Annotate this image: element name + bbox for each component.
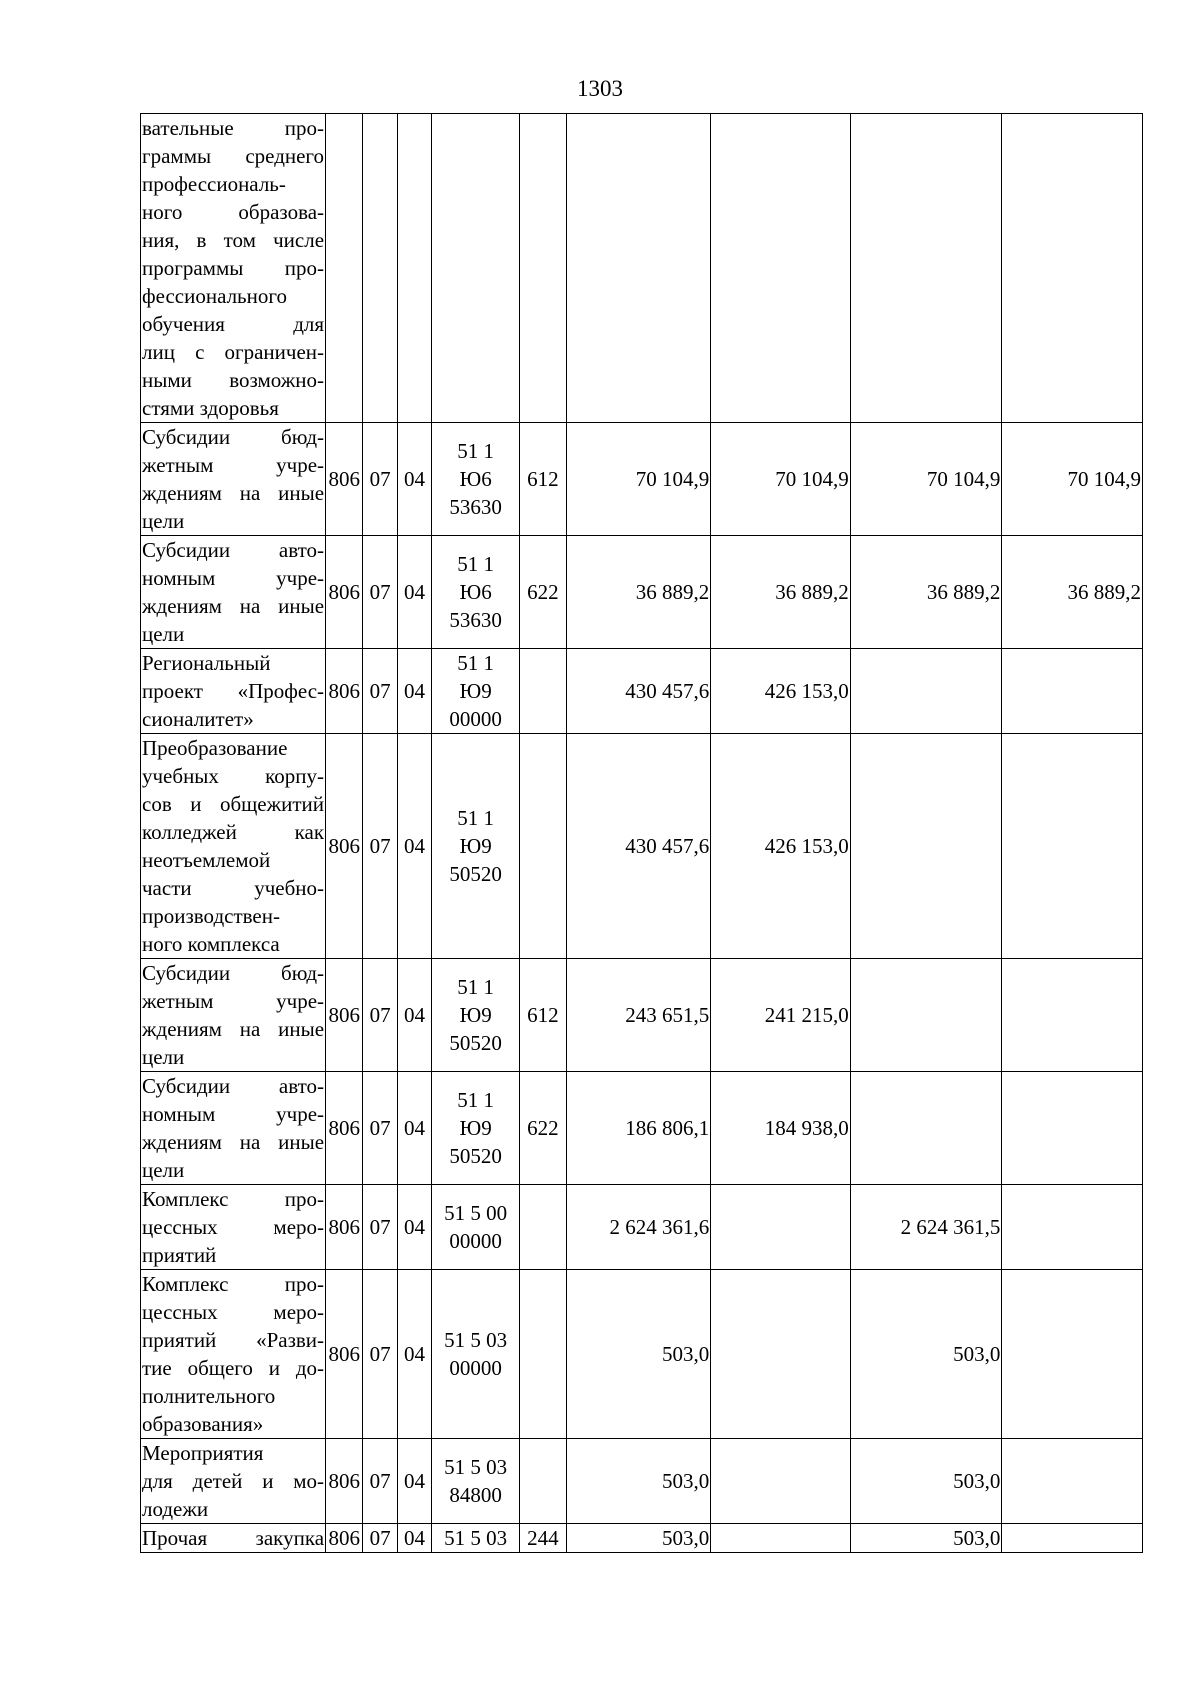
csr-line: Ю6 <box>459 467 492 491</box>
value-4-cell <box>1002 1072 1143 1185</box>
value-1-cell: 2 624 361,6 <box>566 1185 711 1270</box>
row-name-line: для детей и мо- <box>142 1469 325 1493</box>
vr-cell <box>520 114 567 423</box>
row-name-line: Прочая закупка <box>142 1526 325 1550</box>
value-1-cell: 503,0 <box>566 1524 711 1553</box>
value-2-cell <box>711 1524 851 1553</box>
row-name-line: ного образова- <box>142 200 325 224</box>
pr-cell: 04 <box>397 734 431 959</box>
rz-cell: 07 <box>363 1439 397 1524</box>
table-row <box>141 649 1143 734</box>
value-3-cell: 503,0 <box>850 1439 1002 1524</box>
row-name-line: Субсидии авто- <box>142 538 325 562</box>
row-name-line: жетным учре- <box>142 989 325 1013</box>
csr-line: 50520 <box>449 1144 502 1168</box>
table-row <box>141 1270 1143 1439</box>
value-2-cell <box>711 1185 851 1270</box>
value-3-cell <box>850 734 1002 959</box>
table-row <box>141 536 1143 649</box>
value-2-cell: 241 215,0 <box>711 959 851 1072</box>
budget-table <box>140 113 1143 1553</box>
value-4-cell <box>1002 114 1143 423</box>
value-4-cell <box>1002 1439 1143 1524</box>
csr-line: 50520 <box>449 1031 502 1055</box>
csr-line: Ю9 <box>459 679 492 703</box>
row-name-line: ного комплекса <box>142 932 280 956</box>
csr-line: 84800 <box>449 1483 502 1507</box>
row-name-cell <box>141 536 326 649</box>
value-3-cell: 503,0 <box>850 1524 1002 1553</box>
rz-cell: 07 <box>363 649 397 734</box>
row-name-line: ния, в том числе <box>142 228 325 252</box>
row-name-line: профессиональ- <box>142 172 286 196</box>
ved-cell: 806 <box>326 1185 363 1270</box>
rz-cell: 07 <box>363 1072 397 1185</box>
row-name-cell <box>141 1185 326 1270</box>
vr-cell: 612 <box>520 423 567 536</box>
value-4-cell <box>1002 959 1143 1072</box>
vr-cell <box>520 734 567 959</box>
csr-line: 51 5 03 <box>444 1328 508 1352</box>
rz-cell: 07 <box>363 1524 397 1553</box>
csr-cell <box>432 1270 520 1439</box>
rz-cell: 07 <box>363 1185 397 1270</box>
value-2-cell <box>711 1439 851 1524</box>
csr-line: 51 5 00 <box>444 1201 508 1225</box>
csr-line: 00000 <box>449 707 502 731</box>
csr-cell <box>432 114 520 423</box>
value-4-cell <box>1002 734 1143 959</box>
csr-cell <box>432 423 520 536</box>
row-name-cell <box>141 1270 326 1439</box>
pr-cell: 04 <box>397 1185 431 1270</box>
value-2-cell: 184 938,0 <box>711 1072 851 1185</box>
value-3-cell: 70 104,9 <box>850 423 1002 536</box>
value-1-cell: 243 651,5 <box>566 959 711 1072</box>
csr-cell <box>432 1072 520 1185</box>
row-name-line: стями здоровья <box>142 396 279 420</box>
value-2-cell: 426 153,0 <box>711 649 851 734</box>
vr-cell: 622 <box>520 1072 567 1185</box>
value-3-cell: 36 889,2 <box>850 536 1002 649</box>
csr-line: 51 1 <box>457 439 495 463</box>
row-name-cell <box>141 114 326 423</box>
row-name-line: Комплекс про- <box>142 1187 325 1211</box>
vr-cell <box>520 1270 567 1439</box>
csr-line: 53630 <box>449 608 502 632</box>
row-name-cell <box>141 1524 326 1553</box>
row-name-line: номным учре- <box>142 1102 325 1126</box>
csr-line: 51 1 <box>457 552 495 576</box>
row-name-line: лодежи <box>142 1497 209 1521</box>
row-name-line: программы про- <box>142 256 325 280</box>
vr-cell <box>520 1185 567 1270</box>
pr-cell: 04 <box>397 1439 431 1524</box>
row-name-line: полнительного <box>142 1384 276 1408</box>
row-name-line: ждениям на иные <box>142 481 325 505</box>
csr-line: 51 1 <box>457 651 495 675</box>
csr-cell <box>432 1185 520 1270</box>
pr-cell: 04 <box>397 536 431 649</box>
value-4-cell: 36 889,2 <box>1002 536 1143 649</box>
rz-cell <box>363 114 397 423</box>
row-name-line: фессионального <box>142 284 287 308</box>
row-name-cell <box>141 649 326 734</box>
csr-line: 51 1 <box>457 1088 495 1112</box>
table-row <box>141 1072 1143 1185</box>
row-name-line: граммы среднего <box>142 144 325 168</box>
value-4-cell: 70 104,9 <box>1002 423 1143 536</box>
pr-cell: 04 <box>397 649 431 734</box>
row-name-cell <box>141 1439 326 1524</box>
row-name-cell <box>141 959 326 1072</box>
row-name-line: части учебно- <box>142 876 325 900</box>
pr-cell: 04 <box>397 1524 431 1553</box>
row-name-line: Региональный <box>142 651 271 675</box>
ved-cell: 806 <box>326 1270 363 1439</box>
row-name-line: номным учре- <box>142 566 325 590</box>
ved-cell: 806 <box>326 423 363 536</box>
row-name-line: сионалитет» <box>142 707 254 731</box>
row-name-cell <box>141 734 326 959</box>
pr-cell: 04 <box>397 423 431 536</box>
row-name-line: Преобразование <box>142 736 288 760</box>
csr-line: 51 5 03 <box>444 1526 508 1550</box>
row-name-line: тие общего и до- <box>142 1356 325 1380</box>
value-2-cell: 36 889,2 <box>711 536 851 649</box>
row-name-line: Мероприятия <box>142 1441 264 1465</box>
value-3-cell <box>850 114 1002 423</box>
value-1-cell: 503,0 <box>566 1270 711 1439</box>
vr-cell: 622 <box>520 536 567 649</box>
table-row <box>141 114 1143 423</box>
row-name-cell <box>141 423 326 536</box>
value-4-cell <box>1002 649 1143 734</box>
value-3-cell <box>850 959 1002 1072</box>
value-1-cell: 430 457,6 <box>566 734 711 959</box>
table-row <box>141 1185 1143 1270</box>
ved-cell <box>326 114 363 423</box>
row-name-line: вательные про- <box>142 116 325 140</box>
row-name-line: производствен- <box>142 904 280 928</box>
table-row <box>141 423 1143 536</box>
value-2-cell <box>711 114 851 423</box>
ved-cell: 806 <box>326 959 363 1072</box>
pr-cell <box>397 114 431 423</box>
value-2-cell: 70 104,9 <box>711 423 851 536</box>
value-1-cell <box>566 114 711 423</box>
row-name-line: колледжей как <box>142 820 325 844</box>
value-4-cell <box>1002 1270 1143 1439</box>
rz-cell: 07 <box>363 959 397 1072</box>
csr-cell <box>432 1439 520 1524</box>
csr-cell <box>432 959 520 1072</box>
value-3-cell: 2 624 361,5 <box>850 1185 1002 1270</box>
table-row <box>141 1439 1143 1524</box>
row-name-line: приятий «Разви- <box>142 1328 325 1352</box>
row-name-line: ждениям на иные <box>142 1130 325 1154</box>
csr-line: Ю9 <box>459 1003 492 1027</box>
row-name-line: цели <box>142 1045 185 1069</box>
csr-line: Ю9 <box>459 834 492 858</box>
page-number: 1303 <box>577 76 623 101</box>
csr-line: 53630 <box>449 495 502 519</box>
ved-cell: 806 <box>326 1439 363 1524</box>
vr-cell: 612 <box>520 959 567 1072</box>
value-2-cell: 426 153,0 <box>711 734 851 959</box>
row-name-line: цессных меро- <box>142 1215 325 1239</box>
row-name-line: неотъемлемой <box>142 848 271 872</box>
ved-cell: 806 <box>326 1524 363 1553</box>
value-3-cell <box>850 1072 1002 1185</box>
csr-cell <box>432 734 520 959</box>
value-1-cell: 186 806,1 <box>566 1072 711 1185</box>
csr-cell <box>432 1524 520 1553</box>
value-1-cell: 503,0 <box>566 1439 711 1524</box>
row-name-line: сов и общежитий <box>142 792 325 816</box>
value-3-cell: 503,0 <box>850 1270 1002 1439</box>
csr-line: 51 5 03 <box>444 1455 508 1479</box>
vr-cell <box>520 649 567 734</box>
table-row <box>141 734 1143 959</box>
ved-cell: 806 <box>326 1072 363 1185</box>
vr-cell <box>520 1439 567 1524</box>
csr-line: 51 1 <box>457 806 495 830</box>
row-name-line: ждениям на иные <box>142 1017 325 1041</box>
value-1-cell: 430 457,6 <box>566 649 711 734</box>
value-3-cell <box>850 649 1002 734</box>
row-name-line: ждениям на иные <box>142 594 325 618</box>
csr-line: Ю6 <box>459 580 492 604</box>
csr-cell <box>432 536 520 649</box>
csr-line: 00000 <box>449 1229 502 1253</box>
ved-cell: 806 <box>326 649 363 734</box>
row-name-line: Субсидии бюд- <box>142 961 325 985</box>
rz-cell: 07 <box>363 734 397 959</box>
row-name-line: приятий <box>142 1243 217 1267</box>
row-name-line: обучения для <box>142 312 325 336</box>
value-4-cell <box>1002 1524 1143 1553</box>
row-name-line: Субсидии авто- <box>142 1074 325 1098</box>
table-row <box>141 1524 1143 1553</box>
pr-cell: 04 <box>397 1072 431 1185</box>
row-name-line: цели <box>142 509 185 533</box>
row-name-line: лиц с ограничен- <box>142 340 325 364</box>
csr-line: Ю9 <box>459 1116 492 1140</box>
csr-cell <box>432 649 520 734</box>
table-body <box>141 114 1143 1553</box>
pr-cell: 04 <box>397 1270 431 1439</box>
pr-cell: 04 <box>397 959 431 1072</box>
csr-line: 50520 <box>449 862 502 886</box>
row-name-line: ными возможно- <box>142 368 325 392</box>
rz-cell: 07 <box>363 423 397 536</box>
table-row <box>141 959 1143 1072</box>
row-name-line: Субсидии бюд- <box>142 425 325 449</box>
value-4-cell <box>1002 1185 1143 1270</box>
csr-line: 00000 <box>449 1356 502 1380</box>
row-name-line: учебных корпу- <box>142 764 325 788</box>
rz-cell: 07 <box>363 1270 397 1439</box>
value-2-cell <box>711 1270 851 1439</box>
row-name-line: цели <box>142 622 185 646</box>
row-name-cell <box>141 1072 326 1185</box>
ved-cell: 806 <box>326 734 363 959</box>
rz-cell: 07 <box>363 536 397 649</box>
vr-cell: 244 <box>520 1524 567 1553</box>
ved-cell: 806 <box>326 536 363 649</box>
row-name-line: цессных меро- <box>142 1300 325 1324</box>
row-name-line: образования» <box>142 1412 264 1436</box>
row-name-line: цели <box>142 1158 185 1182</box>
value-1-cell: 36 889,2 <box>566 536 711 649</box>
row-name-line: жетным учре- <box>142 453 325 477</box>
row-name-line: Комплекс про- <box>142 1272 325 1296</box>
value-1-cell: 70 104,9 <box>566 423 711 536</box>
csr-line: 51 1 <box>457 975 495 999</box>
row-name-line: проект «Профес- <box>142 679 325 703</box>
